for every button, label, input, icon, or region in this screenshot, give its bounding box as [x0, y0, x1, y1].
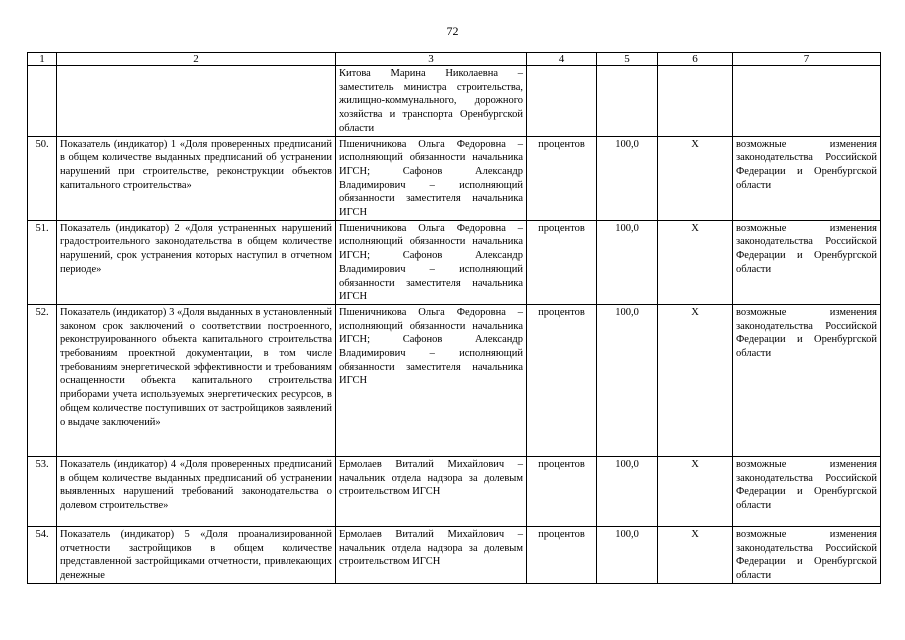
risks-cell: возможные изменения законодательства Российской Федерации и Оренбургской области: [733, 136, 881, 220]
column6-cell: Х: [658, 220, 733, 304]
unit-cell: процентов: [527, 456, 597, 526]
table-row: [28, 456, 881, 526]
indicator-cell: [57, 66, 336, 137]
header-cell-2: 2: [57, 53, 336, 66]
value-cell: 100,0: [597, 136, 658, 220]
table-row: [28, 220, 881, 304]
table-row: [28, 136, 881, 220]
column6-cell: Х: [658, 136, 733, 220]
indicator-cell: Показатель (индикатор) 4 «Доля проверенных предписаний в общем количестве выданных предписаний об устранении выявленных нарушений требований законодательства о долевом строительстве»: [57, 456, 336, 526]
value-cell: 100,0: [597, 220, 658, 304]
value-cell: [597, 66, 658, 137]
responsible-cell: Пшеничникова Ольга Федоровна – исполняющий обязанности начальника ИГСН; Сафонов Александр Владимирович – исполняющий обязанности заместителя начальника ИГСН: [336, 136, 527, 220]
row-number: 54.: [28, 526, 57, 583]
responsible-cell: Ермолаев Виталий Михайлович – начальник отдела надзора за долевым строительством ИГСН: [336, 456, 527, 526]
responsible-cell: Пшеничникова Ольга Федоровна – исполняющий обязанности начальника ИГСН; Сафонов Александр Владимирович – исполняющий обязанности заместителя начальника ИГСН: [336, 304, 527, 456]
row-number: 51.: [28, 220, 57, 304]
column6-cell: Х: [658, 456, 733, 526]
risks-cell: возможные изменения законодательства Российской Федерации и Оренбургской области: [733, 456, 881, 526]
risks-cell: возможные изменения законодательства Российской Федерации и Оренбургской области: [733, 220, 881, 304]
indicators-table: [27, 52, 881, 584]
indicator-cell: Показатель (индикатор) 3 «Доля выданных в установленный законом срок заключений о соответствии построенного, реконструированного объекта капитального строительства требованиям проектной документации, в том числе требованиям энергетической эффективности и требованиям оснащенности объекта капитального строительства приборами учета используемых энергетических ресурсов, в общем количестве поступивших от застройщиков заявлений о выдаче заключений»: [57, 304, 336, 456]
risks-cell: возможные изменения законодательства Российской Федерации и Оренбургской области: [733, 304, 881, 456]
value-cell: 100,0: [597, 526, 658, 583]
header-cell-7: 7: [733, 53, 881, 66]
unit-cell: [527, 66, 597, 137]
unit-cell: процентов: [527, 304, 597, 456]
page-number: 72: [446, 24, 459, 38]
header-cell-1: 1: [28, 53, 57, 66]
table-row: [28, 304, 881, 456]
unit-cell: процентов: [527, 136, 597, 220]
responsible-cell: Ермолаев Виталий Михайлович – начальник отдела надзора за долевым строительством ИГСН: [336, 526, 527, 583]
unit-cell: процентов: [527, 220, 597, 304]
row-number: 53.: [28, 456, 57, 526]
row-number: 50.: [28, 136, 57, 220]
header-cell-6: 6: [658, 53, 733, 66]
header-cell-5: 5: [597, 53, 658, 66]
indicator-cell: Показатель (индикатор) 5 «Доля проанализированной отчетности застройщиков в общем количестве представленной застройщиками отчетности, привлекающих денежные: [57, 526, 336, 583]
row-number: [28, 66, 57, 137]
risks-cell: [733, 66, 881, 137]
column6-cell: [658, 66, 733, 137]
table-row: [28, 66, 881, 137]
risks-cell: возможные изменения законодательства Российской Федерации и Оренбургской области: [733, 526, 881, 583]
table-row: [28, 526, 881, 583]
column6-cell: Х: [658, 304, 733, 456]
header-cell-3: 3: [336, 53, 527, 66]
row-number: 52.: [28, 304, 57, 456]
header-cell-4: 4: [527, 53, 597, 66]
value-cell: 100,0: [597, 304, 658, 456]
value-cell: 100,0: [597, 456, 658, 526]
table-header-row: [28, 53, 881, 66]
indicator-cell: Показатель (индикатор) 2 «Доля устраненных нарушений градостроительного законодательства в общем количестве нарушений, срок устранения которых наступил в отчетном периоде»: [57, 220, 336, 304]
responsible-cell: Пшеничникова Ольга Федоровна – исполняющий обязанности начальника ИГСН; Сафонов Александр Владимирович – исполняющий обязанности заместителя начальника ИГСН: [336, 220, 527, 304]
column6-cell: Х: [658, 526, 733, 583]
indicator-cell: Показатель (индикатор) 1 «Доля проверенных предписаний в общем количестве выданных предписаний об устранении нарушений при строительстве, реконструкции объектов капитального строительства»: [57, 136, 336, 220]
unit-cell: процентов: [527, 526, 597, 583]
responsible-cell: Китова Марина Николаевна – заместитель министра строительства, жилищно-коммунального, дорожного хозяйства и транспорта Оренбургской области: [336, 66, 527, 137]
